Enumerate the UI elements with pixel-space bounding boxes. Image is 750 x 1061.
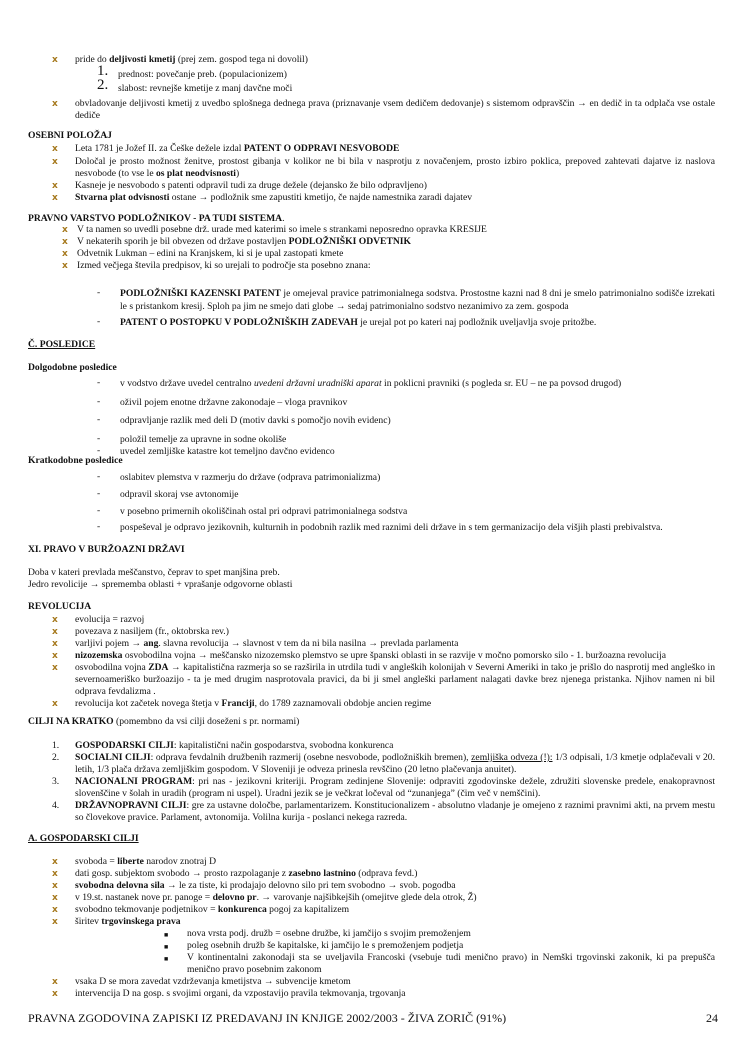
text-run: intervencija D na gosp. s svojimi organi, da vzpostavijo pravila tekmovanja, trgovanja (75, 988, 406, 999)
dash-marker: - (97, 471, 101, 482)
chapter-heading-line (28, 544, 185, 556)
text-run: : pri nas - jezikovni kriteriji. Program zedinjene Slovenije: odpraviti zgodovinske dežele, združiti slovenske predele, enakopravnost slovenščine v šolah in uradih (program ni uspel). Uradni jezik se je večkrat ločeval od “zunanjega” (čim več v nemščini). (75, 776, 715, 799)
list-item (75, 662, 715, 698)
text-run: → le za tiste, ki prodajajo delovno silo pri tem svobodno → svob. pogodba (164, 880, 456, 891)
text-run: Izmed večjega števila predpisov, ki so urejali to področje sta posebno znana: (77, 260, 371, 271)
text-run: SOCIALNI CILJI (75, 752, 151, 763)
list-item (75, 976, 715, 988)
dash-marker: - (97, 488, 101, 499)
bullet-icon: x (52, 881, 58, 891)
text-run: . slavna revolucija → slavnost v tem da ni bila nasilna → prevlada parlamenta (158, 638, 459, 649)
list-item (75, 916, 715, 928)
list-item (75, 892, 715, 904)
text-run: pride do (75, 54, 110, 65)
list-item (75, 698, 715, 710)
text-run: osvobodilna vojna (75, 662, 149, 673)
bullet-icon: x (52, 989, 58, 999)
dash-marker: - (97, 433, 101, 444)
dash-marker: - (97, 316, 101, 327)
text-run: Določal je prosto možnost ženitve, prostost gibanja v kolikor ne bi bila v nasprotju z novačenjem, prosto izbiro poklica, prepoved zahtevati dajatve iz naslova nesvobode (to vse le (75, 156, 715, 179)
text-run: je omejeval pravice patrimonialnega sodstva. Prostostne kazni nad 8 dni je smelo patrimonialno sodišče izrekati le s pristankom kresij. Sploh pa jim ne smejo dati globe → sedaj patrimonialno sodstvo nezanimivo za zem. gospoda (120, 288, 715, 312)
text-run: v vodstvo države uvedel centralno (120, 378, 254, 389)
text-run: v posebno primernih okoliščinah ostal pri odpravi patrimonialnega sodstva (120, 506, 408, 517)
list-number: 1. (52, 740, 60, 751)
list-number: 1. (97, 63, 109, 79)
text-run: Stvarna plat odvisnosti (75, 192, 170, 203)
square-bullet-icon: ■ (164, 943, 169, 951)
text-run: vsaka D se mora zavedat vzdrževanja kmetijstva → subvencije kmetom (75, 976, 351, 987)
text-run: ) (235, 168, 240, 179)
dash-marker: - (97, 377, 101, 388)
dash-marker: - (97, 287, 101, 298)
text-run: : kapitalistični način gospodarstva, svobodna konkurenca (173, 740, 394, 751)
text-run: odpravljanje razlik med deli D (motiv davki s pomočjo novih evidenc) (120, 415, 391, 426)
heading-note: (pomembno da vsi cilji doseženi s pr. normami) (113, 716, 300, 727)
list-item (75, 988, 715, 1000)
bullet-icon: x (52, 99, 58, 109)
chapter-heading: XI. PRAVO V BURŽOAZNI DRŽAVI (28, 544, 185, 555)
subsection-heading: Kratkodobne posledice (28, 455, 123, 466)
bullet-icon: x (52, 615, 58, 625)
subsection-heading: Dolgodobne posledice (28, 362, 117, 373)
text-run: uvedeni državni uradniški aparat (254, 378, 382, 389)
list-item (75, 638, 715, 650)
text-run: (odprava fevd.) (355, 868, 418, 879)
text-run: položil temelje za upravne in sodne okoliše (120, 434, 287, 445)
text-run: narodov znotraj D (143, 856, 217, 867)
paragraph-line: Doba v kateri prevlada meščanstvo, čeprav to spet manjšina preb. (28, 567, 280, 578)
text-run: zemljiška odveza (!): (471, 752, 553, 763)
text-run: Odvetnik Lukman – edini na Kranjskem, ki si je upal zastopati kmete (77, 248, 344, 259)
section-heading: CILJI NA KRATKO (28, 716, 114, 727)
list-item (75, 156, 715, 180)
text-run: V nekaterih sporih je bil obvezen od države postavljen (77, 236, 289, 247)
section-heading-line (28, 833, 139, 845)
text-run: GOSPODARSKI CILJI (75, 740, 174, 751)
list-item (75, 856, 715, 868)
list-item: prednost: povečanje preb. (populacionizem) (118, 69, 287, 80)
list-number: 2. (52, 752, 60, 763)
section-heading-line (28, 339, 95, 351)
bullet-icon: x (52, 699, 58, 709)
section-heading: A. GOSPODARSKI CILJI (28, 833, 139, 844)
list-item (75, 776, 715, 800)
bullet-icon: x (52, 663, 58, 673)
text-run: konkurenca (217, 904, 267, 915)
list-item (75, 180, 715, 192)
list-item (75, 54, 715, 66)
list-item (75, 626, 715, 638)
list-item (120, 521, 715, 534)
text-run: svobodna delovna sila (75, 880, 165, 891)
section-heading: REVOLUCIJA (28, 601, 92, 612)
text-run: : odprava fevdalnih družbenih razmerij (osebne nesvobode, podložniških bremen), (150, 752, 472, 763)
section-heading: OSEBNI POLOŽAJ (28, 130, 112, 141)
list-item (75, 98, 715, 122)
list-item (75, 650, 715, 662)
text-run: deljivosti kmetij (109, 54, 176, 65)
text-run: Leta 1781 je Jožef II. za Češke dežele izdal (75, 143, 244, 154)
text-run: → kapitalistična razmerja so se razširila in utrdila tudi v angleških kolonijah v Severni Ameriki in tako je prišlo do nasprotij med angleško in severnoameriško buržoazijo - ta je med drugim nasprotovala pravici, da bi ji smel angleški parlament nalagati davke brez njenega pristanka. Njihov namen ni bil odprava fevdalizma . (75, 662, 715, 697)
bullet-icon: x (52, 639, 58, 649)
page-number: 24 (706, 1011, 718, 1025)
text-run: varljivi pojem → (75, 638, 144, 649)
list-item (120, 488, 715, 501)
text-run: V ta namen so uvedli posebne drž. urade med katerimi so imele s strankami neposredno opravka KRESIJE (77, 224, 487, 235)
text-run: pogoj za kapitalizem (266, 904, 350, 915)
sub-list-item: V kontinentalni zakonodaji sta se uveljavila Francoski (vsebuje tudi menično pravo) in Nemški trgovinski zakonik, ki pa prepušča menično pravo posebnim zakonom (187, 952, 715, 975)
text-run: pospeševal je odpravo jezikovnih, kulturnih in podobnih razlik med raznimi deli države in s tem germanizacijo dela višjih plasti prebivalstva. (120, 522, 663, 533)
section-heading: Č. POSLEDICE (28, 339, 96, 350)
list-item (120, 414, 715, 427)
dash-marker: - (97, 445, 101, 456)
sub-list-item: nova vrsta podj. družb = osebne družbe, ki jamčijo s svojim premoženjem (187, 928, 471, 939)
list-item (120, 316, 715, 329)
list-item (77, 260, 715, 272)
list-item: slabost: revnejše kmetije z manj davčne moči (118, 83, 293, 94)
list-item (75, 740, 715, 752)
text-run: ang (143, 638, 159, 649)
list-number: 4. (52, 800, 60, 811)
list-item (120, 287, 715, 313)
text-run: evolucija = razvoj (75, 614, 145, 625)
section-heading-line (28, 130, 112, 142)
text-run: NACIONALNI PROGRAM (75, 776, 193, 787)
text-run: oživil pojem enotne državne zakonodaje – vloga pravnikov (120, 397, 348, 408)
list-item (120, 505, 715, 518)
text-run: trgovinskega prava (101, 916, 181, 927)
list-item (75, 800, 715, 824)
text-run: zasebno lastnino (288, 868, 356, 879)
bullet-icon: x (52, 857, 58, 867)
list-item (77, 248, 715, 260)
list-item (75, 143, 715, 155)
text-run: 1/3 odpisali, 1/3 kmetje odplačevali v 20. letih, 1/3 plača država zemljiškim gospodom. V Sloveniji je odveza prinesla revščino (20 letno plačevanja anuitet). (75, 752, 715, 775)
text-run: svobodno tekmovanje podjetnikov = (75, 904, 218, 915)
text-run: delovno pr (212, 892, 257, 903)
bullet-icon: x (52, 181, 58, 191)
square-bullet-icon: ■ (164, 955, 169, 963)
section-heading: PRAVNO VARSTVO PODLOŽNIKOV - PA TUDI SISTEMA (28, 213, 283, 224)
text-run: PATENT O ODPRAVI NESVOBODE (243, 143, 400, 154)
text-run: osvobodilna vojna → meščansko nizozemsko plemstvo se upre španski oblasti in se razvije v močno pomorsko silo - 1. buržoazna revolucija (122, 650, 666, 661)
paragraph-line: Jedro revolicije → sprememba oblasti + vprašanje odgovorne oblasti (28, 579, 293, 590)
text-run: dati gosp. subjektom svobodo → prosto razpolaganje z (75, 868, 289, 879)
text-run: (prej zem. gospod tega ni dovolil) (175, 54, 308, 65)
bullet-icon: x (52, 651, 58, 661)
bullet-icon: x (52, 905, 58, 915)
text-run: DRŽAVNOPRAVNI CILJI (75, 800, 187, 811)
bullet-icon: x (62, 261, 68, 271)
text-run: ZDA (148, 662, 169, 673)
dash-marker: - (97, 414, 101, 425)
text-run: Kasneje je nesvobodo s patenti odpravil tudi za druge dežele (dejansko že bilo odpravljeno) (75, 180, 427, 191)
bullet-icon: x (52, 917, 58, 927)
square-bullet-icon: ■ (164, 931, 169, 939)
text-run: je urejal pot po kateri naj podložnik uveljavlja svoje pritožbe. (357, 317, 597, 328)
text-run: , do 1789 zaznamovali obdobje ancien regime (254, 698, 432, 709)
list-item (77, 236, 715, 248)
bullet-icon: x (52, 627, 58, 637)
heading-period: . (282, 213, 285, 224)
text-run: ostane → podložnik sme zapustiti kmetijo, če najde namestnika zaradi dajatev (169, 192, 472, 203)
bullet-icon: x (52, 893, 58, 903)
sub-list-item: poleg osebnih družb še kapitalske, ki jamčijo le s premoženjem podjetja (187, 940, 464, 951)
text-run: nizozemska (75, 650, 123, 661)
bullet-icon: x (52, 144, 58, 154)
page-footer: PRAVNA ZGODOVINA ZAPISKI IZ PREDAVANJ IN KNJIGE 2002/2003 - ŽIVA ZORIČ (91%) (28, 1011, 507, 1025)
list-item (120, 377, 715, 390)
text-run: revolucija kot začetek novega štetja v (75, 698, 222, 709)
list-number: 3. (52, 776, 60, 787)
text-run: obvladovanje deljivosti kmetij z uvedbo splošnega dednega prava (priznavanje vsem dedičem dedovanje) s sistemom odpravščin → en dedič in ta odplača vse ostale dediče (75, 98, 715, 121)
dash-marker: - (97, 505, 101, 516)
bullet-icon: x (62, 225, 68, 235)
list-item (75, 880, 715, 892)
text-run: : gre za ustavne določbe, parlamentarizem. Konstitucionalizem - absolutno vladanje je omejeno z raznimi pravnimi akti, na prvem mestu so človekove pravice. Parlament, avtonomija. Volilna kurija - poslanci nekega razreda. (75, 800, 715, 823)
list-item (75, 752, 715, 776)
text-run: odpravil skoraj vse avtonomije (120, 489, 239, 500)
subsection-heading-line (28, 362, 117, 374)
text-run: os plat neodvisnosti (156, 168, 236, 179)
text-run: PATENT O POSTOPKU V PODLOŽNIŠKIH ZADEVAH (120, 317, 358, 328)
text-run: povezava z nasiljem (fr., oktobrska rev.) (75, 626, 229, 637)
list-item (77, 224, 715, 236)
list-item (75, 192, 715, 204)
bullet-icon: x (62, 237, 68, 247)
bullet-icon: x (52, 977, 58, 987)
text-run: svoboda = (75, 856, 118, 867)
text-run: PODLOŽNIŠKI KAZENSKI PATENT (120, 288, 281, 299)
list-number: 2. (97, 77, 109, 93)
text-run: oslabitev plemstva v razmerju do države (odprava patrimonializma) (120, 472, 381, 483)
text-run: uvedel zemljiške katastre kot temeljno davčno evidenco (120, 446, 335, 457)
text-run: v 19.st. nastanek nove pr. panoge = (75, 892, 213, 903)
list-item (120, 396, 715, 409)
dash-marker: - (97, 521, 101, 532)
dash-marker: - (97, 396, 101, 407)
bullet-icon: x (52, 55, 58, 65)
list-item (75, 868, 715, 880)
subsection-heading-line (28, 455, 123, 467)
list-item (120, 471, 715, 484)
text-run: širitev (75, 916, 102, 927)
list-item (75, 904, 715, 916)
bullet-icon: x (52, 869, 58, 879)
section-heading-line (28, 601, 91, 613)
text-run: Franciji (221, 698, 255, 709)
list-item (120, 445, 715, 458)
text-run: . → varovanje najšibkejših (omejitve glede dela otrok, Ž) (256, 892, 477, 903)
list-item (75, 614, 715, 626)
text-run: liberte (117, 856, 144, 867)
bullet-icon: x (62, 249, 68, 259)
text-run: PODLOŽNIŠKI ODVETNIK (288, 236, 411, 247)
bullet-icon: x (52, 157, 58, 167)
text-run: in poklicni pravniki (s pogleda sr. EU – ne pa povsod drugod) (381, 378, 622, 389)
section-heading-line (28, 716, 299, 728)
bullet-icon: x (52, 193, 58, 203)
